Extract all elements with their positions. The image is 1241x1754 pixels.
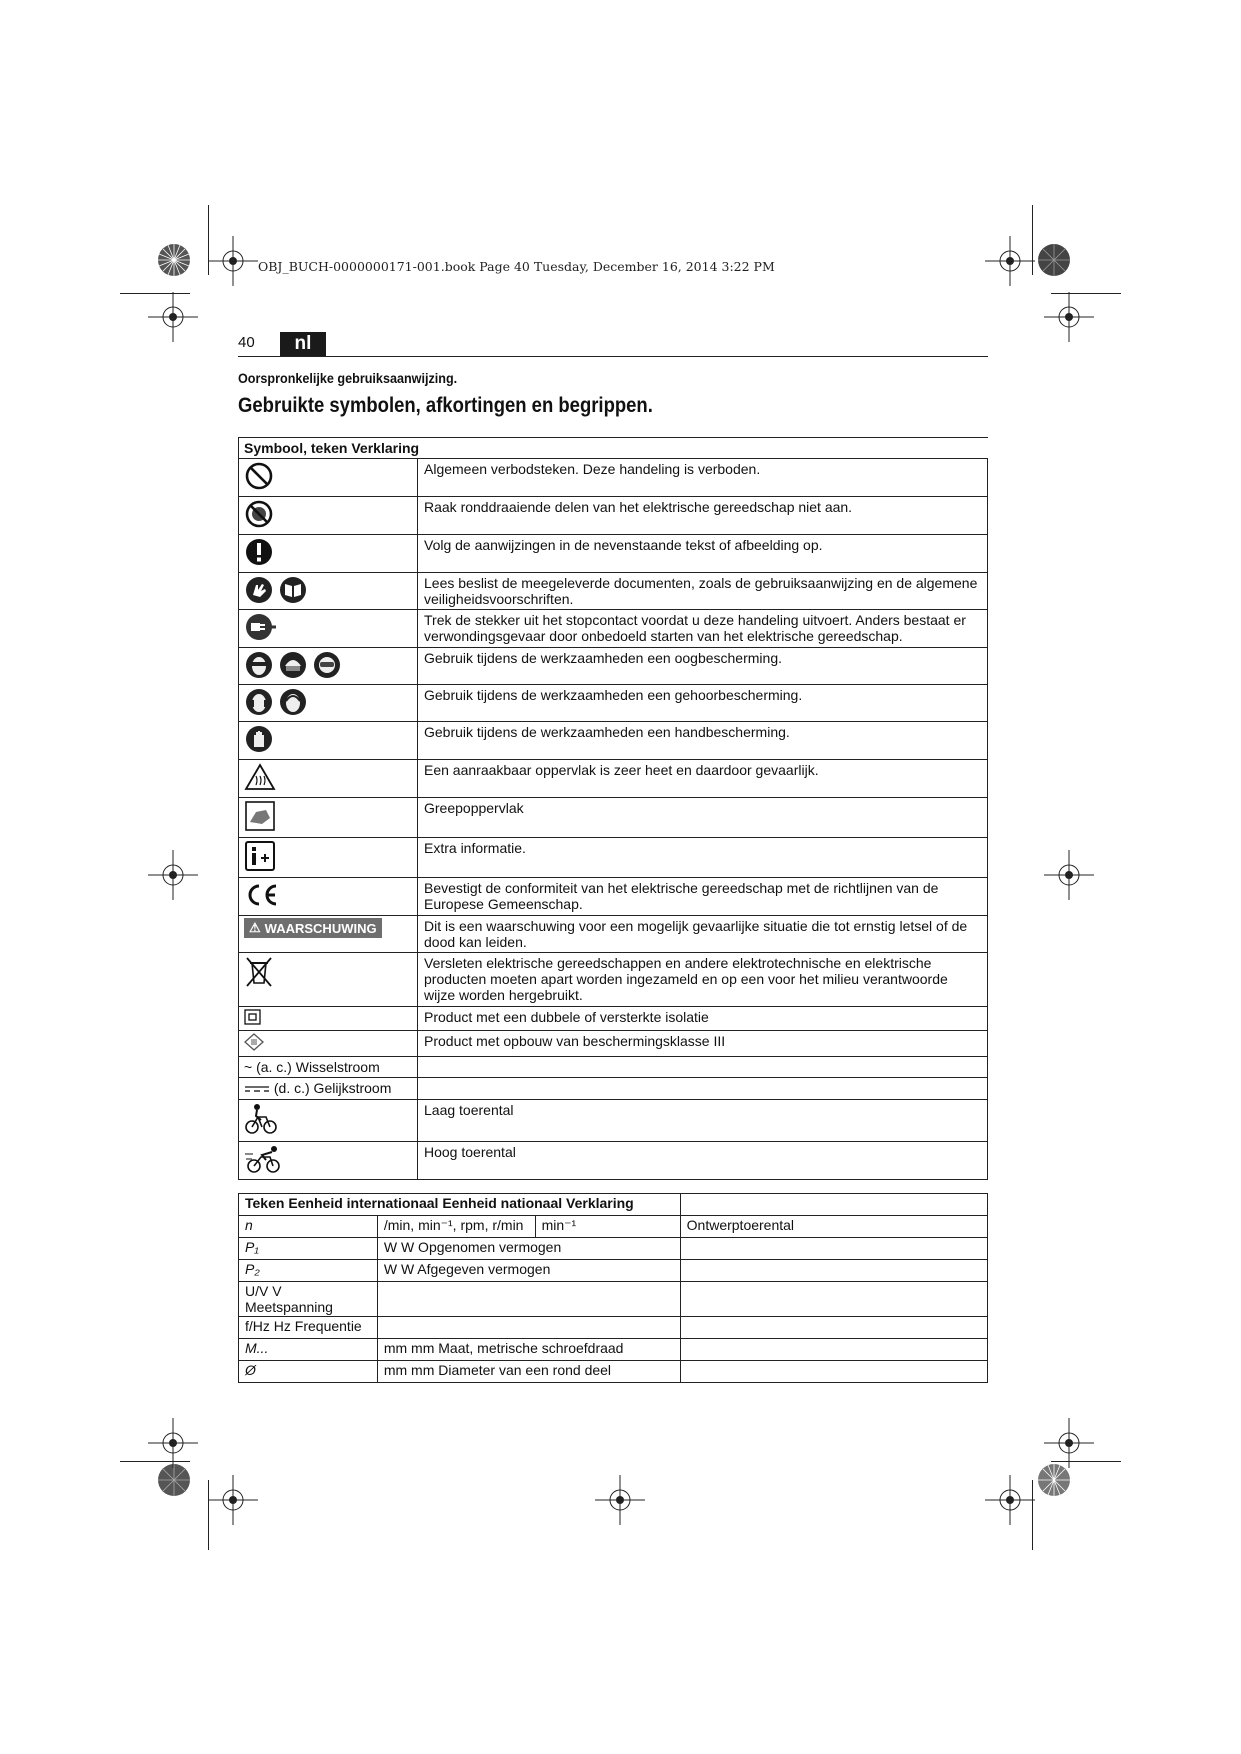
symbol-description: Trek de stekker uit het stopcontact voordat u deze handeling uitvoert. Anders bestaat er verwondingsgevaar door onbedoeld starten van het elektrische gereedschap. [418, 610, 988, 648]
table-row [239, 953, 988, 1007]
table-row [239, 1260, 988, 1282]
symbol-description: Product met een dubbele of versterkte isolatie [418, 1007, 988, 1031]
symbols-table-header: Symbool, teken Verklaring [239, 438, 988, 459]
dc-symbol: (d. c.) Gelijkstroom [273, 1080, 392, 1096]
eye-protection-icon [244, 650, 412, 680]
table-row [239, 1317, 988, 1339]
symbol-description: Laag toerental [418, 1100, 988, 1142]
table-row [239, 1361, 988, 1383]
earmuff-icon [278, 687, 308, 717]
table-row [239, 838, 988, 878]
grip-surface-icon [244, 800, 276, 832]
units-table [238, 1193, 988, 1383]
page-title: Gebruikte symbolen, afkortingen en begrippen. [238, 394, 653, 417]
warning-triangle-icon: ⚠ [249, 920, 261, 935]
document-subtitle: Oorspronkelijke gebruiksaanwijzing. [238, 370, 458, 386]
unit-sign: U/V V Meetspanning [239, 1282, 378, 1317]
table-row [239, 1078, 988, 1100]
table-row [239, 1339, 988, 1361]
crosshair-mark-icon [985, 1475, 1035, 1525]
table-row [239, 878, 988, 916]
table-row [239, 459, 988, 497]
crosshair-mark-icon [148, 292, 198, 342]
crop-line [120, 293, 190, 294]
table-row [239, 648, 988, 685]
language-badge: nl [280, 332, 326, 356]
hot-surface-icon [244, 762, 276, 792]
sunburst-mark-icon [157, 243, 191, 277]
unit-description [680, 1361, 987, 1383]
high-speed-icon [244, 1144, 284, 1174]
exclamation-icon [244, 537, 274, 567]
unit-national: min⁻¹ [535, 1216, 680, 1238]
table-row [239, 1282, 988, 1317]
crop-line [208, 1480, 209, 1550]
unit-description [680, 1260, 987, 1282]
warning-badge: ⚠ WAARSCHUWING [244, 918, 382, 938]
symbol-description: Greepoppervlak [418, 798, 988, 838]
symbol-description [418, 1057, 988, 1078]
table-row [239, 1100, 988, 1142]
table-row [239, 685, 988, 722]
crosshair-mark-icon [1044, 292, 1094, 342]
no-touch-rotating-icon [244, 499, 274, 529]
read-manual-icon [244, 575, 412, 605]
unit-international [377, 1282, 680, 1317]
dc-symbol-icon [244, 1081, 270, 1097]
unit-description [680, 1238, 987, 1260]
symbol-description: Raak ronddraaiende delen van het elektrische gereedschap niet aan. [418, 497, 988, 535]
table-row [239, 497, 988, 535]
ear-protection-icon [244, 687, 412, 717]
symbol-description: Volg de aanwijzingen in de nevenstaande tekst of afbeelding op. [418, 535, 988, 573]
unplug-icon [244, 612, 278, 642]
table-row [239, 1238, 988, 1260]
unit-sign: n [239, 1216, 378, 1238]
crop-line [1051, 1461, 1121, 1462]
table-row [239, 1031, 988, 1057]
table-row [239, 1007, 988, 1031]
prohibition-icon [244, 461, 274, 491]
ce-icon [244, 880, 280, 910]
class-iii-icon [244, 1033, 264, 1051]
hand-protection-icon [244, 724, 274, 754]
crosshair-mark-icon [208, 236, 258, 286]
book-icon [278, 575, 308, 605]
hand-icon [244, 575, 274, 605]
table-row [239, 1142, 988, 1180]
symbols-table [238, 437, 988, 1180]
sunburst-mark-icon [157, 1463, 191, 1497]
face-shield-icon [244, 650, 274, 680]
table-row [239, 573, 988, 610]
weee-bin-icon [244, 955, 274, 989]
symbol-description: Gebruik tijdens de werkzaamheden een gehoorbescherming. [418, 685, 988, 722]
unit-international: mm mm Diameter van een rond deel [377, 1361, 680, 1383]
table-row [239, 1216, 988, 1238]
unit-international: W W Afgegeven vermogen [377, 1260, 680, 1282]
symbol-description: Algemeen verbodsteken. Deze handeling is verboden. [418, 459, 988, 497]
symbol-description: Dit is een waarschuwing voor een mogelijk gevaarlijke situatie die tot ernstig letsel of de dood kan leiden. [418, 916, 988, 953]
unit-international: W W Opgenomen vermogen [377, 1238, 680, 1260]
symbol-description: Extra informatie. [418, 838, 988, 878]
symbol-description [418, 1078, 988, 1100]
unit-sign: P₁ [239, 1238, 378, 1260]
sunburst-mark-icon [1037, 1463, 1071, 1497]
crop-line [208, 205, 209, 275]
symbol-description: Hoog toerental [418, 1142, 988, 1180]
crop-line [1032, 1480, 1033, 1550]
crosshair-mark-icon [208, 1475, 258, 1525]
unit-description: Ontwerptoerental [680, 1216, 987, 1238]
symbol-description: Een aanraakbaar oppervlak is zeer heet en daardoor gevaarlijk. [418, 760, 988, 798]
table-row [239, 535, 988, 573]
symbol-description: Product met opbouw van beschermingsklasse III [418, 1031, 988, 1057]
symbol-description: Gebruik tijdens de werkzaamheden een oogbescherming. [418, 648, 988, 685]
units-table-header: Teken Eenheid internationaal Eenheid nationaal Verklaring [239, 1194, 681, 1216]
unit-sign: P₂ [239, 1260, 378, 1282]
symbol-description: Gebruik tijdens de werkzaamheden een handbescherming. [418, 722, 988, 760]
table-row [239, 916, 988, 953]
book-info-line: OBJ_BUCH-0000000171-001.book Page 40 Tuesday, December 16, 2014 3:22 PM [258, 259, 775, 274]
table-row [239, 760, 988, 798]
sunburst-mark-icon [1037, 243, 1071, 277]
unit-description [680, 1339, 987, 1361]
unit-description [680, 1317, 987, 1339]
unit-international [377, 1317, 680, 1339]
earmuff-icon [244, 687, 274, 717]
symbol-description: Lees beslist de meegeleverde documenten, zoals de gebruiksaanwijzing en de algemene veiligheidsvoorschriften. [418, 573, 988, 610]
unit-sign: f/Hz Hz Frequentie [239, 1317, 378, 1339]
unit-sign: M... [239, 1339, 378, 1361]
double-insulation-icon [244, 1009, 262, 1025]
unit-international: /min, min⁻¹, rpm, r/min [377, 1216, 535, 1238]
unit-international: mm mm Maat, metrische schroefdraad [377, 1339, 680, 1361]
ac-symbol: ~ (a. c.) Wisselstroom [239, 1057, 418, 1078]
symbol-description: Bevestigt de conformiteit van het elektrische gereedschap met de richtlijnen van de Europese Gemeenschap. [418, 878, 988, 916]
unit-sign: Ø [239, 1361, 378, 1383]
header-rule [238, 356, 988, 357]
helmet-visor-icon [278, 650, 308, 680]
crop-line [1032, 205, 1033, 275]
symbol-description: Versleten elektrische gereedschappen en andere elektrotechnische en elektrische producten moeten apart worden ingezameld en op een voor het milieu verantwoorde wijze worden hergebruikt. [418, 953, 988, 1007]
crosshair-mark-icon [1044, 850, 1094, 900]
crosshair-mark-icon [595, 1475, 645, 1525]
crop-line [1051, 293, 1121, 294]
crosshair-mark-icon [985, 236, 1035, 286]
crosshair-mark-icon [148, 850, 198, 900]
table-row [239, 798, 988, 838]
crop-line [120, 1461, 190, 1462]
unit-description [680, 1282, 987, 1317]
goggles-icon [312, 650, 342, 680]
table-row [239, 1057, 988, 1078]
info-icon [244, 840, 276, 872]
table-row [239, 722, 988, 760]
table-row [239, 610, 988, 648]
low-speed-icon [244, 1102, 278, 1136]
page-number: 40 [238, 334, 255, 351]
